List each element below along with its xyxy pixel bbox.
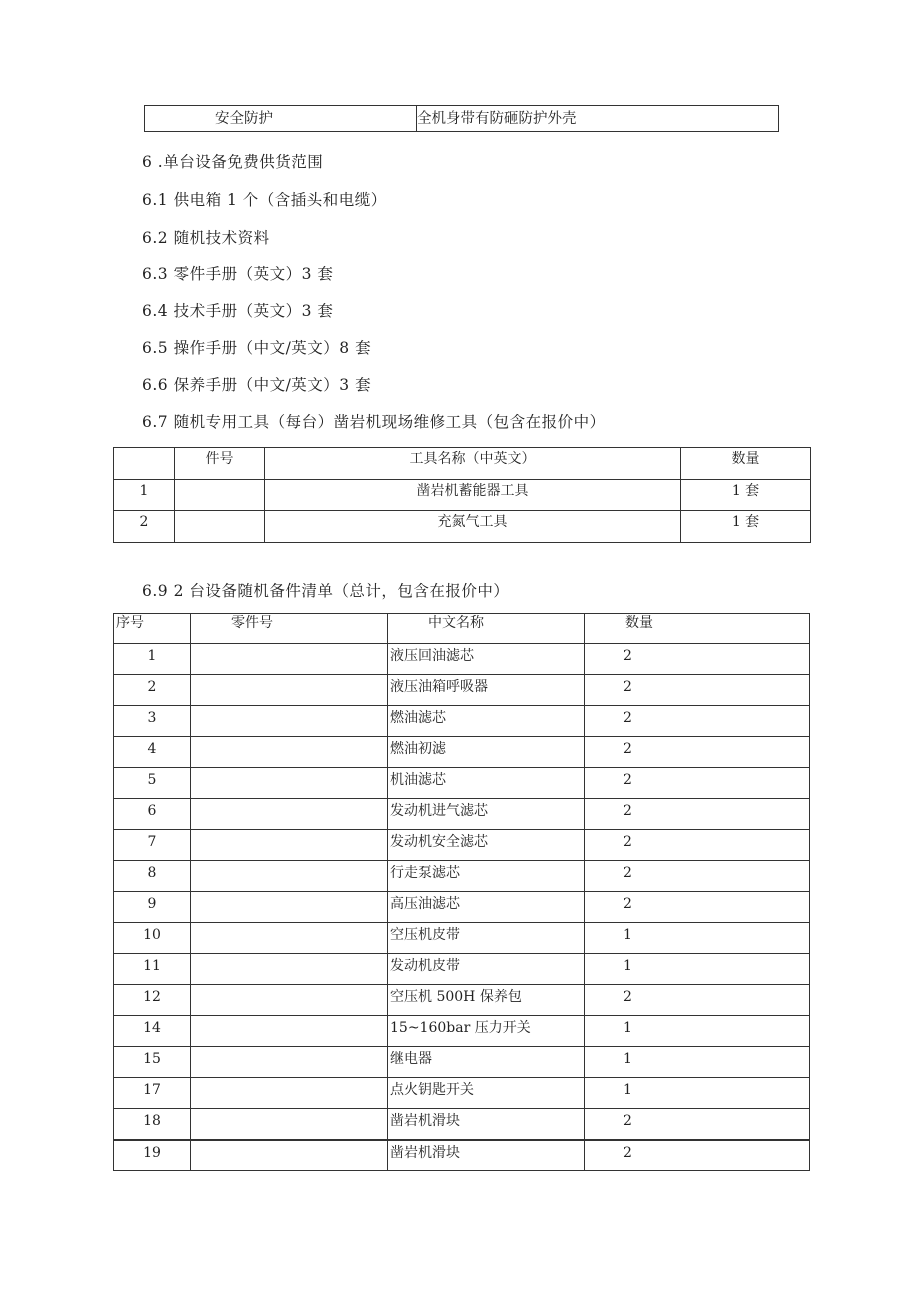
tools-cell: 2 [114,511,175,543]
spares-no-cell: 14 [114,1016,191,1047]
spares-part-cell [191,861,388,892]
spares-name-cell: 发动机安全滤芯 [388,830,585,861]
spares-name-cell: 15~160bar 压力开关 [388,1016,585,1047]
table-row [114,830,810,861]
spares-qty-cell: 2 [585,861,810,892]
spares-name-cell: 燃油初滤 [388,737,585,768]
spares-name-cell: 点火钥匙开关 [388,1078,585,1109]
table-row [114,1140,810,1171]
spares-no-cell: 2 [114,675,191,706]
section6-item: 6.1 供电箱 1 个（含插头和电缆） [142,191,387,209]
spares-qty-cell: 2 [585,892,810,923]
spares-name-cell: 凿岩机滑块 [388,1109,585,1140]
spares-part-cell [191,1078,388,1109]
table-row [114,892,810,923]
spares-header-cell: 零件号 [191,614,388,644]
table-row [114,954,810,985]
table-row [114,1047,810,1078]
spares-name-cell: 发动机进气滤芯 [388,799,585,830]
section6-title: 6 .单台设备免费供货范围 [142,153,324,171]
spares-no-cell: 10 [114,923,191,954]
tools-table [113,447,811,543]
spares-no-cell: 19 [114,1140,191,1171]
spares-part-cell [191,706,388,737]
table-row [114,861,810,892]
spares-qty-cell: 1 [585,954,810,985]
tools-cell: 凿岩机蓄能器工具 [265,480,681,511]
spares-qty-cell: 1 [585,1016,810,1047]
section6-item: 6.2 随机技术资料 [142,229,270,247]
section6-item: 6.4 技术手册（英文）3 套 [142,302,334,320]
table-header-row [114,614,810,644]
tools-header-cell: 工具名称（中英文） [265,448,681,480]
tools-header-cell [114,448,175,480]
table-row [145,106,779,132]
spares-part-cell [191,1140,388,1171]
table-row [114,985,810,1016]
spares-part-cell [191,675,388,706]
spares-part-cell [191,892,388,923]
spares-qty-cell: 1 [585,923,810,954]
spares-no-cell: 18 [114,1109,191,1140]
spares-no-cell: 15 [114,1047,191,1078]
spares-name-cell: 空压机皮带 [388,923,585,954]
section6-item: 6.5 操作手册（中文/英文）8 套 [142,339,372,357]
table-row [114,706,810,737]
spares-header-cell: 中文名称 [388,614,585,644]
spares-table [113,613,810,1171]
section6-item: 6.7 随机专用工具（每台）凿岩机现场维修工具（包含在报价中） [142,413,606,431]
spares-name-cell: 凿岩机滑块 [388,1140,585,1171]
safety-value: 全机身带有防砸防护外壳 [417,106,779,132]
tools-header-cell: 件号 [175,448,265,480]
spares-qty-cell: 2 [585,737,810,768]
spares-qty-cell: 1 [585,1078,810,1109]
tools-cell: 1 套 [681,480,811,511]
spares-part-cell [191,830,388,861]
spares-name-cell: 燃油滤芯 [388,706,585,737]
spares-qty-cell: 2 [585,644,810,675]
section6-item: 6.6 保养手册（中文/英文）3 套 [142,376,372,394]
spares-header-cell: 数量 [585,614,810,644]
tools-cell: 1 套 [681,511,811,543]
spares-no-cell: 7 [114,830,191,861]
table-row [114,1078,810,1109]
spares-part-cell [191,923,388,954]
tools-cell: 充氮气工具 [265,511,681,543]
section6-item: 6.3 零件手册（英文）3 套 [142,265,334,283]
spares-qty-cell: 2 [585,985,810,1016]
spares-part-cell [191,985,388,1016]
spares-no-cell: 17 [114,1078,191,1109]
spares-no-cell: 1 [114,644,191,675]
table-row [114,923,810,954]
table-row [114,644,810,675]
table-row [114,1109,810,1140]
table-row [114,768,810,799]
spares-part-cell [191,1047,388,1078]
spares-name-cell: 高压油滤芯 [388,892,585,923]
spares-name-cell: 机油滤芯 [388,768,585,799]
spares-part-cell [191,954,388,985]
spares-qty-cell: 2 [585,1140,810,1171]
table-row [114,480,811,511]
spares-no-cell: 8 [114,861,191,892]
spares-part-cell [191,1016,388,1047]
spares-no-cell: 11 [114,954,191,985]
tools-cell [175,480,265,511]
spares-no-cell: 6 [114,799,191,830]
table-row [114,1016,810,1047]
spares-name-cell: 液压油箱呼吸器 [388,675,585,706]
spares-name-cell: 发动机皮带 [388,954,585,985]
table-row [114,737,810,768]
spares-qty-cell: 2 [585,768,810,799]
spares-no-cell: 12 [114,985,191,1016]
spares-no-cell: 5 [114,768,191,799]
tools-header-cell: 数量 [681,448,811,480]
spares-part-cell [191,644,388,675]
table-row [114,511,811,543]
table-row [114,799,810,830]
spares-qty-cell: 1 [585,1047,810,1078]
spares-header-cell: 序号 [114,614,191,644]
spares-no-cell: 4 [114,737,191,768]
spares-no-cell: 9 [114,892,191,923]
spares-no-cell: 3 [114,706,191,737]
spares-qty-cell: 2 [585,675,810,706]
table-header-row [114,448,811,480]
table-row [114,675,810,706]
spares-qty-cell: 2 [585,830,810,861]
spares-qty-cell: 2 [585,799,810,830]
spares-name-cell: 继电器 [388,1047,585,1078]
spares-part-cell [191,737,388,768]
spares-qty-cell: 2 [585,1109,810,1140]
tools-cell [175,511,265,543]
spares-name-cell: 行走泵滤芯 [388,861,585,892]
safety-label: 安全防护 [145,106,417,132]
spares-qty-cell: 2 [585,706,810,737]
spares-part-cell [191,768,388,799]
spares-part-cell [191,799,388,830]
safety-table [144,105,779,132]
spares-part-cell [191,1109,388,1140]
tools-cell: 1 [114,480,175,511]
spares-title: 6.9 2 台设备随机备件清单（总计，包含在报价中） [142,582,510,600]
spares-name-cell: 液压回油滤芯 [388,644,585,675]
spares-name-cell: 空压机 500H 保养包 [388,985,585,1016]
